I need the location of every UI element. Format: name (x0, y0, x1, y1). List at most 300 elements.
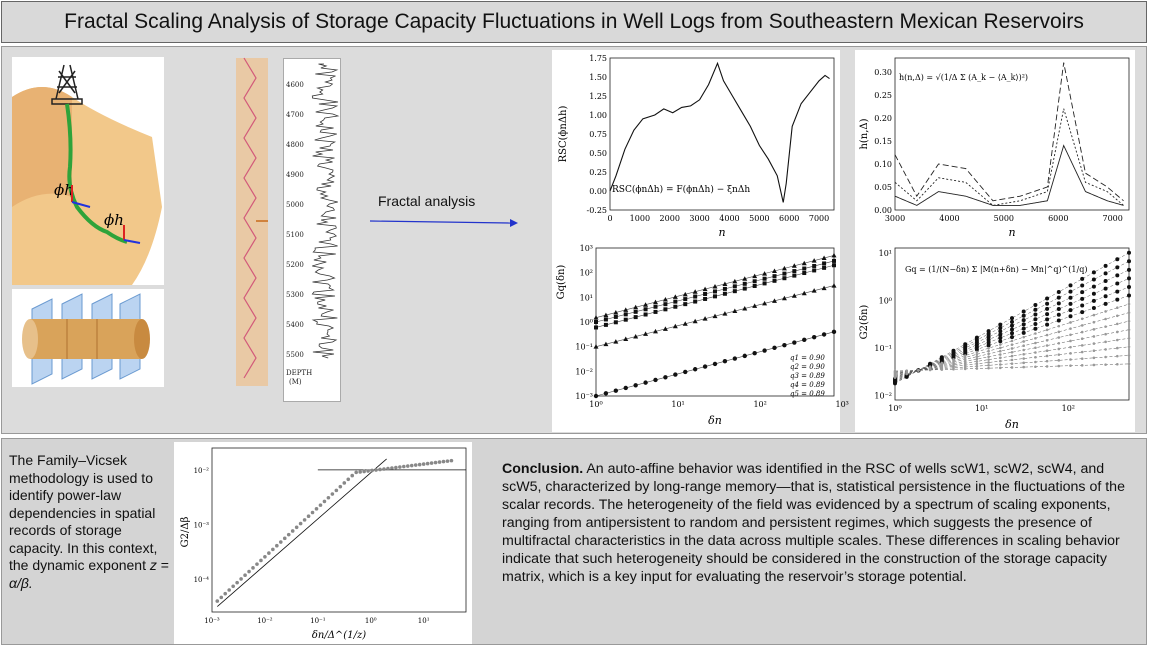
point-q2 (773, 279, 777, 283)
g2-point (1010, 335, 1014, 339)
point-q2 (703, 297, 707, 301)
x-tick-label: 6000 (779, 214, 800, 223)
g2-point (1046, 344, 1049, 347)
collapse-point (442, 460, 446, 464)
point-q5 (673, 372, 677, 376)
y-axis-label: Gq(δn) (556, 264, 567, 300)
collapse-point (378, 468, 382, 472)
g2-point (1081, 331, 1084, 334)
g2-point (1069, 327, 1072, 330)
g2-point (1115, 273, 1119, 277)
g2-point (1010, 327, 1014, 331)
g2-point (1104, 302, 1108, 306)
g2-point (1093, 335, 1096, 338)
collapse-point (287, 533, 291, 537)
point-q3 (683, 297, 687, 301)
point-q5 (822, 332, 826, 336)
collapse-point (223, 592, 227, 596)
g2-point (1022, 362, 1025, 365)
g2-point (1069, 314, 1073, 318)
y-tick-label: 10⁰ (878, 296, 892, 306)
g2-point (1116, 347, 1119, 350)
g2-point (1034, 337, 1037, 340)
g2-point (1069, 334, 1072, 337)
x-tick-label: 10⁰ (589, 400, 603, 409)
g2-point (952, 368, 955, 371)
point-q5 (743, 354, 747, 358)
collapse-point (311, 511, 315, 515)
point-q2 (614, 320, 618, 324)
x-tick-label: 10² (753, 400, 767, 409)
g2-point (987, 350, 990, 353)
g2-point (1104, 341, 1107, 344)
g2-point (987, 358, 990, 361)
g2-point (1058, 331, 1061, 334)
g2-point (1116, 306, 1119, 309)
legend-entry: q4 = 0.89 (790, 381, 825, 389)
x-tick-label: 1000 (629, 214, 651, 223)
g2-point (1092, 270, 1096, 274)
depth-tick-8: 5400 (286, 321, 304, 329)
g2-point (1010, 320, 1014, 324)
collapse-point (303, 518, 307, 522)
g2-point (1046, 349, 1049, 352)
collapse-point (227, 588, 231, 592)
collapse-point (267, 551, 271, 555)
y-tick-label: 0.25 (874, 90, 892, 100)
depth-tick-6: 5200 (286, 261, 304, 269)
g2-point (1081, 357, 1084, 360)
y-tick-label: 10³ (579, 244, 593, 253)
g2-point (1022, 344, 1025, 347)
collapse-point (342, 481, 346, 485)
collapse-point (390, 466, 394, 470)
g2-point (1127, 276, 1131, 280)
g2-point (1034, 356, 1037, 359)
x-tick-label: 10⁻¹ (310, 617, 326, 625)
g2-point (1127, 285, 1131, 289)
g2-point (987, 367, 990, 370)
g2-point (1046, 355, 1049, 358)
collapse-point (410, 464, 414, 468)
point-q3 (634, 310, 638, 314)
point-q3 (782, 272, 786, 276)
point-q2 (604, 323, 608, 327)
g2-point (1034, 342, 1037, 345)
y-tick-label: 10⁻² (193, 466, 209, 475)
g2-point (976, 353, 979, 356)
y-axis-label: G2/Δβ (180, 516, 191, 548)
legend-entry: q5 = 0.89 (790, 390, 825, 398)
g2-point (1022, 353, 1025, 356)
g2-point (1033, 308, 1037, 312)
g2-point (1011, 351, 1014, 354)
g2-point (1127, 259, 1131, 263)
point-q3 (644, 307, 648, 311)
g2-point (987, 355, 990, 358)
point-q3 (693, 295, 697, 299)
g2-point (1116, 363, 1119, 366)
x-axis-label: δn (708, 414, 722, 427)
g2-point (1058, 359, 1061, 362)
g2-point (1058, 348, 1061, 351)
g2-point (1080, 290, 1084, 294)
point-q3 (663, 302, 667, 306)
g2-point (1080, 284, 1084, 288)
g2-point (1011, 340, 1014, 343)
g2-point (1081, 344, 1084, 347)
x-tick-label: 7000 (808, 214, 830, 223)
g2-point (1080, 303, 1084, 307)
g2-point (999, 343, 1002, 346)
x-axis-label: n (1008, 226, 1016, 239)
g2-point (1069, 364, 1072, 367)
point-q2 (822, 266, 826, 270)
g2-point (1093, 321, 1096, 324)
point-q5 (693, 367, 697, 371)
point-q5 (723, 359, 727, 363)
g2-point (1104, 279, 1108, 283)
point-q5 (782, 343, 786, 347)
g2-point (1127, 251, 1131, 255)
g2-point (1011, 343, 1014, 346)
collapse-point (307, 514, 311, 518)
g2-point (1034, 346, 1037, 349)
y-tick-label: 0.15 (874, 136, 892, 146)
g2-point (1115, 290, 1119, 294)
rsc-chart (552, 50, 840, 242)
x-tick-label: 10² (1061, 404, 1076, 413)
y-tick-label: 0.50 (589, 149, 607, 158)
collapse-point (247, 570, 251, 574)
depth-unit: (M) (289, 378, 302, 386)
collapse-point (291, 529, 295, 533)
g2-point (1011, 355, 1014, 358)
g2-point (917, 369, 920, 372)
g2-point (1033, 327, 1037, 331)
y-tick-label: 0.75 (589, 130, 607, 139)
g2-point (987, 353, 990, 356)
g2-point (1115, 282, 1119, 286)
collapse-point (406, 464, 410, 468)
collapse-point (331, 492, 335, 496)
h-series-s2 (895, 109, 1124, 206)
point-q2 (634, 315, 638, 319)
g2-point (1093, 357, 1096, 360)
point-q3 (713, 289, 717, 293)
collapse-point (366, 469, 370, 473)
x-axis-label: δn (1005, 418, 1019, 431)
g2-point (1116, 355, 1119, 358)
collapse-point (335, 489, 339, 493)
g2-point (1081, 364, 1084, 367)
depth-tick-9: 5500 (286, 351, 304, 359)
g2-point (999, 347, 1002, 350)
point-q5 (802, 338, 806, 342)
g2-point (1127, 268, 1131, 272)
g2-point (1057, 313, 1061, 317)
g2-point (1115, 298, 1119, 302)
point-q2 (782, 276, 786, 280)
g2-chart (855, 242, 1135, 432)
point-q3 (792, 269, 796, 273)
point-q5 (633, 383, 637, 387)
point-q2 (683, 302, 687, 306)
point-q5 (604, 391, 608, 395)
conclusion-text (502, 460, 1132, 586)
plot-frame (212, 448, 466, 612)
intro-text: The Family–Vicsek methodology is used to identify power-law dependencies in spatial records of storage capacity. In this context, the dynamic exponent z = α/β. (9, 452, 169, 591)
g2-point (1128, 346, 1131, 349)
g2-point (1045, 302, 1049, 306)
collapse-point (414, 463, 418, 467)
g2-point (1092, 306, 1096, 310)
g2-point (1104, 363, 1107, 366)
x-tick-label: 10⁻³ (204, 617, 220, 625)
collapse-point (271, 548, 275, 552)
y-tick-label: 10⁻³ (193, 521, 209, 530)
point-q2 (654, 310, 658, 314)
point-q3 (604, 317, 608, 321)
point-q5 (752, 351, 756, 355)
collapse-point (434, 461, 438, 465)
collapse-point (426, 462, 430, 466)
g2-point (1128, 320, 1131, 323)
core-sample-image (12, 289, 164, 387)
g2-point (1080, 310, 1084, 314)
g2-point (976, 355, 979, 358)
y-tick-label: 1.00 (589, 111, 607, 120)
y-tick-label: 0.30 (874, 67, 892, 77)
y-tick-label: 10¹ (878, 248, 892, 258)
g2-point (1128, 311, 1131, 314)
g2-point (976, 362, 979, 365)
g2-point (999, 360, 1002, 363)
point-q2 (733, 289, 737, 293)
y-tick-label: 0.00 (874, 206, 892, 215)
collapse-point (215, 599, 219, 603)
g2-point (1058, 342, 1061, 345)
point-q5 (594, 394, 598, 398)
collapse-point (295, 525, 299, 529)
point-q5 (762, 348, 766, 352)
g2-point (1046, 365, 1049, 368)
collapse-point (430, 461, 434, 465)
point-q3 (812, 264, 816, 268)
g2-point (929, 369, 932, 372)
point-q3 (832, 259, 836, 263)
collapse-point (450, 459, 454, 463)
g2-point (1057, 307, 1061, 311)
g2-point (999, 367, 1002, 370)
point-q3 (743, 282, 747, 286)
fractal-analysis-arrow (370, 214, 520, 228)
g2-point (1080, 297, 1084, 301)
depth-tick-0: 4600 (286, 81, 304, 89)
g2-point (1092, 277, 1096, 281)
g2-point (1022, 310, 1026, 314)
g2-point (1128, 328, 1131, 331)
g2-point (1022, 340, 1025, 343)
x-tick-label: 10¹ (671, 400, 685, 409)
point-q5 (624, 386, 628, 390)
point-q2 (792, 274, 796, 278)
g2-point (1069, 346, 1072, 349)
y-tick-label: 10⁻¹ (575, 342, 593, 352)
g2-point (1046, 360, 1049, 363)
collapse-chart (174, 442, 472, 644)
g2-point (1022, 314, 1026, 318)
y-tick-label: 0.05 (874, 182, 892, 192)
depth-tick-7: 5300 (286, 291, 304, 299)
point-q2 (763, 281, 767, 285)
depth-tick-5: 5100 (286, 231, 304, 239)
g2-point (1104, 333, 1107, 336)
g2-point (1034, 332, 1037, 335)
g2-point (1010, 324, 1014, 328)
conclusion-lead: Conclusion. (502, 461, 584, 477)
g2-point (1116, 331, 1119, 334)
phi-h-label-2: ϕh (104, 211, 124, 229)
point-q5 (772, 346, 776, 350)
x-tick-label: 10¹ (974, 404, 989, 413)
x-tick-label: 10³ (835, 400, 849, 409)
g2-point (1022, 331, 1026, 335)
g2-point (1011, 362, 1014, 365)
g2-point (1069, 302, 1073, 306)
collapse-point (374, 468, 378, 472)
g2-point (1104, 271, 1108, 275)
g2-point (1127, 294, 1131, 298)
equation-annotation: Gq = (1/(N−δn) Σ |M(n+δn) − Mn|^q)^(1/q) (905, 265, 1088, 274)
g2-point (976, 360, 979, 363)
collapse-point (327, 496, 331, 500)
y-tick-label: 10¹ (579, 293, 593, 303)
point-q5 (653, 378, 657, 382)
point-q5 (733, 356, 737, 360)
point-q5 (792, 340, 796, 344)
y-tick-label: 10⁻³ (575, 392, 593, 401)
point-q2 (713, 294, 717, 298)
g2-point (1011, 347, 1014, 350)
g2-point (1069, 321, 1072, 324)
collapse-point (339, 485, 343, 489)
y-tick-label: 10² (579, 268, 593, 278)
g2-point (1093, 342, 1096, 345)
g2-point (1069, 352, 1072, 355)
y-tick-label: 0.10 (874, 159, 892, 169)
y-tick-label: 10⁻² (874, 391, 892, 401)
point-q3 (614, 315, 618, 319)
point-q5 (713, 362, 717, 366)
g2-point (1033, 303, 1037, 307)
g2-point (1069, 296, 1073, 300)
collapse-point (251, 566, 255, 570)
g2-point (1045, 323, 1049, 327)
g2-point (1081, 324, 1084, 327)
well-log (283, 58, 341, 402)
g2-point (987, 361, 990, 364)
point-q3 (673, 300, 677, 304)
g2-point (999, 353, 1002, 356)
g2-point (1128, 337, 1131, 340)
x-tick-label: 4000 (719, 214, 740, 223)
g2-point (976, 358, 979, 361)
collapse-point (235, 581, 239, 585)
point-q2 (812, 268, 816, 272)
point-q2 (753, 284, 757, 288)
y-axis-label: RSC(ϕnΔh) (558, 105, 569, 163)
g2-point (1057, 318, 1061, 322)
y-tick-label: -0.25 (586, 206, 607, 215)
g2-point (1057, 290, 1061, 294)
point-q2 (802, 271, 806, 275)
g2-point (1033, 317, 1037, 321)
collapse-point (255, 562, 259, 566)
g2-point (1069, 340, 1072, 343)
collapse-point (283, 537, 287, 541)
g2-point (987, 343, 991, 347)
y-tick-label: 0.25 (589, 168, 607, 177)
g2-point (1011, 366, 1014, 369)
g2-point (1011, 359, 1014, 362)
g2-point (1093, 314, 1096, 317)
x-tick-label: 3000 (689, 214, 710, 223)
g2-point (1033, 322, 1037, 326)
collapse-point (382, 467, 386, 471)
point-q3 (723, 287, 727, 291)
g2-point (1092, 299, 1096, 303)
g2-point (1069, 358, 1072, 361)
point-q5 (832, 330, 836, 334)
x-tick-label: 2000 (659, 214, 680, 223)
collapse-point (370, 469, 374, 473)
collapse-point (275, 544, 279, 548)
g2-point (1104, 310, 1107, 313)
slope-line (217, 459, 386, 607)
collapse-point (358, 470, 362, 474)
g2-point (1104, 264, 1108, 268)
point-q3 (703, 292, 707, 296)
g2-point (1058, 336, 1061, 339)
g2-point (1045, 307, 1049, 311)
point-q5 (614, 388, 618, 392)
g2-point (1093, 349, 1096, 352)
g2-point (1022, 322, 1026, 326)
collapse-point (446, 459, 450, 463)
h-chart (855, 50, 1135, 242)
x-tick-label: 0 (607, 214, 613, 223)
equation-annotation: RSC(ϕnΔh) = F(ϕnΔh) − ξnΔh (612, 185, 751, 195)
g2-point (1115, 257, 1119, 261)
collapse-point (315, 507, 319, 511)
y-tick-label: 0.20 (874, 113, 892, 123)
point-q5 (643, 380, 647, 384)
g2-point (1080, 277, 1084, 281)
g2-point (1069, 283, 1073, 287)
y-tick-label: 1.50 (589, 73, 607, 82)
g2-point (976, 367, 979, 370)
g2-point (1033, 313, 1037, 317)
point-q3 (753, 279, 757, 283)
g2-point (1069, 290, 1073, 294)
g2-point (1116, 339, 1119, 342)
g2-point (1057, 301, 1061, 305)
g2-point (1034, 351, 1037, 354)
g2-point (1045, 317, 1049, 321)
g2-point (1022, 366, 1025, 369)
point-q2 (624, 318, 628, 322)
